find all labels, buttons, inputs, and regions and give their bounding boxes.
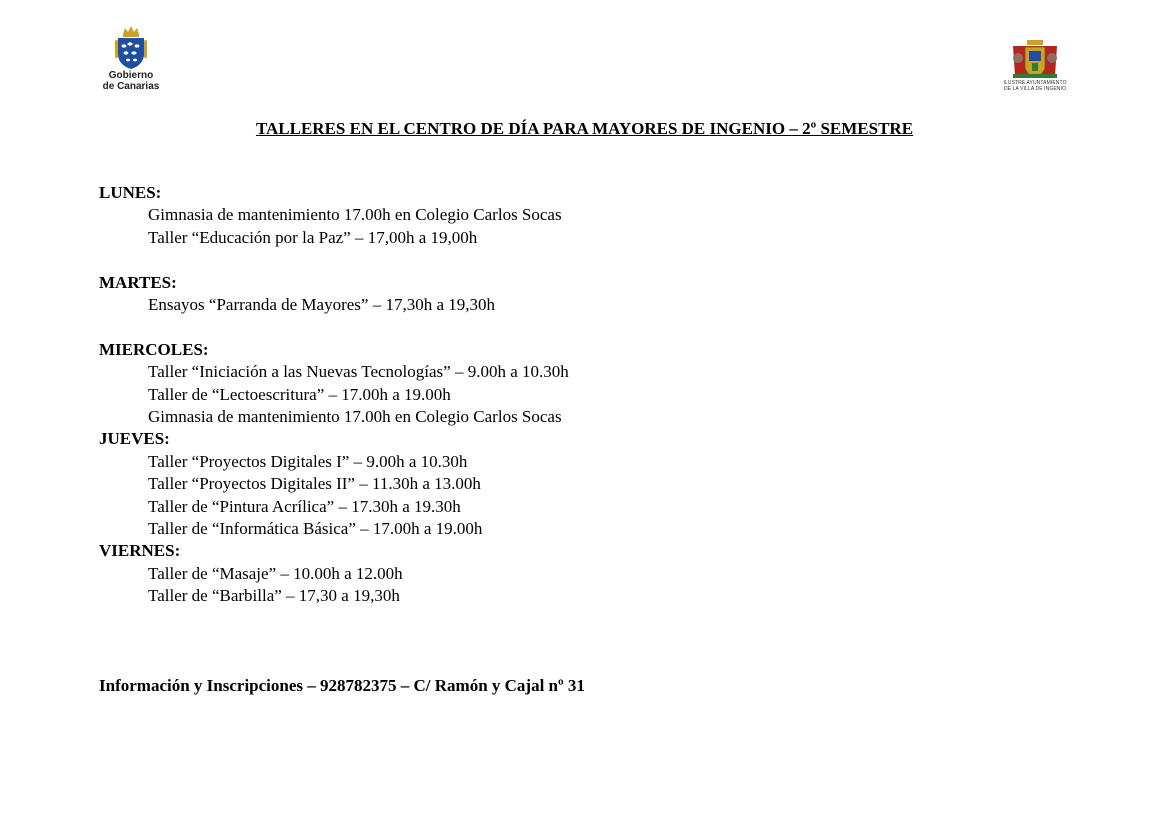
workshop-item: Taller “Proyectos Digitales II” – 11.30h a 13.00h [148,474,481,494]
contact-info: Información y Inscripciones – 928782375 – C/ Ramón y Cajal nº 31 [99,676,585,695]
workshop-item: Gimnasia de mantenimiento 17.00h en Colegio Carlos Socas [148,407,562,427]
day-viernes [99,540,569,607]
spacer [99,316,569,338]
day-heading: VIERNES: [99,541,181,561]
workshop-item: Taller de “Barbilla” – 17,30 a 19,30h [148,586,400,606]
logo-right-line2: DE LA VILLA DE INGENIO [1004,86,1066,92]
workshop-item: Ensayos “Parranda de Mayores” – 17,30h a 19,30h [148,295,495,315]
logo-left-line2: de Canarias [102,81,160,92]
day-heading: MIERCOLES: [99,339,209,359]
day-heading: MARTES: [99,272,177,292]
day-martes [99,272,569,317]
logo-right-line1: ILUSTRE AYUNTAMIENTO [1003,80,1067,86]
workshop-item: Taller de “Informática Básica” – 17.00h a 19.00h [148,519,483,539]
workshop-item: Taller de “Lectoescritura” – 17.00h a 19.00h [148,384,451,404]
document-title: TALLERES EN EL CENTRO DE DÍA PARA MAYORES DE INGENIO – 2º SEMESTRE [255,119,914,138]
workshop-item: Taller “Educación por la Paz” – 17,00h a 19,00h [148,227,478,247]
spacer [99,249,569,271]
day-heading: JUEVES: [99,429,170,449]
canarias-shield-icon [114,26,148,70]
workshop-item: Gimnasia de mantenimiento 17.00h en Colegio Carlos Socas [148,205,562,225]
gobierno-de-canarias-logo [96,26,166,92]
day-heading: LUNES: [99,183,162,202]
ayuntamiento-ingenio-logo [998,40,1072,92]
logo-left-line1: Gobierno [108,70,154,81]
workshop-item: Taller de “Masaje” – 10.00h a 12.00h [148,563,403,583]
day-miercoles [99,339,569,429]
workshop-item: Taller “Proyectos Digitales I” – 9.00h a 10.30h [148,451,468,471]
workshop-item: Taller “Iniciación a las Nuevas Tecnologías” – 9.00h a 10.30h [148,362,569,382]
day-lunes [99,182,569,249]
workshop-item: Taller de “Pintura Acrílica” – 17.30h a 19.30h [148,496,461,516]
schedule [99,182,569,608]
ingenio-crest-icon [1005,40,1065,80]
day-jueves [99,428,569,540]
